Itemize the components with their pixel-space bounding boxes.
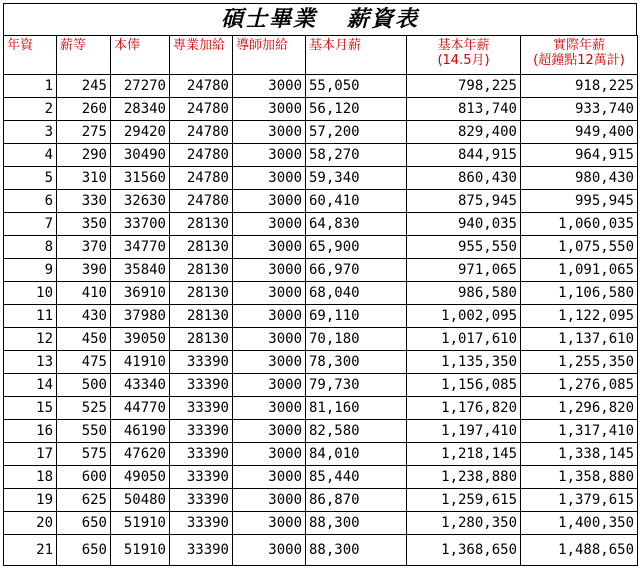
cell-annual-salary: 1,238,880 xyxy=(407,466,521,489)
header-monthly-salary: 基本月薪 xyxy=(306,36,407,75)
cell-mentor-allowance: 3000 xyxy=(233,75,306,98)
cell-mentor-allowance: 3000 xyxy=(233,466,306,489)
cell-mentor-allowance: 3000 xyxy=(233,213,306,236)
cell-base-pay: 51910 xyxy=(111,512,170,535)
cell-mentor-allowance: 3000 xyxy=(233,351,306,374)
cell-annual-salary: 1,197,410 xyxy=(407,420,521,443)
cell-actual-salary: 1,379,615 xyxy=(521,489,638,512)
cell-year: 9 xyxy=(4,259,57,282)
cell-grade: 525 xyxy=(57,397,111,420)
cell-monthly-salary: 88,300 xyxy=(306,535,407,566)
cell-actual-salary: 1,276,085 xyxy=(521,374,638,397)
table-row xyxy=(4,535,638,566)
cell-monthly-salary: 57,200 xyxy=(306,121,407,144)
cell-year: 7 xyxy=(4,213,57,236)
cell-actual-salary: 1,091,065 xyxy=(521,259,638,282)
cell-monthly-salary: 78,300 xyxy=(306,351,407,374)
cell-annual-salary: 1,002,095 xyxy=(407,305,521,328)
cell-professional-allowance: 24780 xyxy=(170,98,233,121)
cell-actual-salary: 918,225 xyxy=(521,75,638,98)
cell-base-pay: 41910 xyxy=(111,351,170,374)
cell-professional-allowance: 33390 xyxy=(170,535,233,566)
cell-monthly-salary: 56,120 xyxy=(306,98,407,121)
cell-actual-salary: 1,358,880 xyxy=(521,466,638,489)
header-actual-label: 實際年薪 xyxy=(552,38,605,53)
cell-mentor-allowance: 3000 xyxy=(233,420,306,443)
cell-annual-salary: 1,176,820 xyxy=(407,397,521,420)
table-row xyxy=(4,75,638,98)
cell-monthly-salary: 81,160 xyxy=(306,397,407,420)
cell-grade: 410 xyxy=(57,282,111,305)
cell-year: 12 xyxy=(4,328,57,351)
cell-professional-allowance: 33390 xyxy=(170,374,233,397)
cell-monthly-salary: 68,040 xyxy=(306,282,407,305)
cell-professional-allowance: 24780 xyxy=(170,121,233,144)
cell-year: 3 xyxy=(4,121,57,144)
table-row xyxy=(4,466,638,489)
table-row xyxy=(4,190,638,213)
cell-monthly-salary: 66,970 xyxy=(306,259,407,282)
cell-base-pay: 34770 xyxy=(111,236,170,259)
cell-actual-salary: 1,400,350 xyxy=(521,512,638,535)
cell-year: 6 xyxy=(4,190,57,213)
cell-professional-allowance: 24780 xyxy=(170,75,233,98)
cell-base-pay: 49050 xyxy=(111,466,170,489)
table-row xyxy=(4,397,638,420)
table-row xyxy=(4,213,638,236)
cell-professional-allowance: 33390 xyxy=(170,443,233,466)
cell-base-pay: 31560 xyxy=(111,167,170,190)
cell-year: 13 xyxy=(4,351,57,374)
header-professional-allowance: 專業加給 xyxy=(170,36,233,75)
cell-base-pay: 37980 xyxy=(111,305,170,328)
table-row xyxy=(4,443,638,466)
cell-grade: 600 xyxy=(57,466,111,489)
cell-grade: 290 xyxy=(57,144,111,167)
table-row xyxy=(4,121,638,144)
title-part-2: 薪資表 xyxy=(347,6,420,32)
cell-actual-salary: 1,488,650 xyxy=(521,535,638,566)
cell-grade: 260 xyxy=(57,98,111,121)
table-row xyxy=(4,374,638,397)
cell-mentor-allowance: 3000 xyxy=(233,190,306,213)
cell-annual-salary: 1,218,145 xyxy=(407,443,521,466)
cell-year: 18 xyxy=(4,466,57,489)
cell-year: 21 xyxy=(4,535,57,566)
cell-mentor-allowance: 3000 xyxy=(233,259,306,282)
sheet-title xyxy=(3,3,637,35)
cell-professional-allowance: 24780 xyxy=(170,190,233,213)
cell-monthly-salary: 88,300 xyxy=(306,512,407,535)
table-row xyxy=(4,282,638,305)
cell-annual-salary: 940,035 xyxy=(407,213,521,236)
cell-mentor-allowance: 3000 xyxy=(233,512,306,535)
cell-annual-salary: 1,135,350 xyxy=(407,351,521,374)
cell-mentor-allowance: 3000 xyxy=(233,489,306,512)
cell-year: 19 xyxy=(4,489,57,512)
cell-year: 5 xyxy=(4,167,57,190)
cell-year: 16 xyxy=(4,420,57,443)
cell-year: 4 xyxy=(4,144,57,167)
cell-base-pay: 36910 xyxy=(111,282,170,305)
cell-annual-salary: 1,017,610 xyxy=(407,328,521,351)
cell-base-pay: 30490 xyxy=(111,144,170,167)
cell-grade: 625 xyxy=(57,489,111,512)
table-row xyxy=(4,351,638,374)
cell-actual-salary: 1,106,580 xyxy=(521,282,638,305)
cell-annual-salary: 1,156,085 xyxy=(407,374,521,397)
cell-professional-allowance: 28130 xyxy=(170,259,233,282)
cell-grade: 310 xyxy=(57,167,111,190)
cell-grade: 575 xyxy=(57,443,111,466)
cell-base-pay: 33700 xyxy=(111,213,170,236)
table-row xyxy=(4,236,638,259)
salary-table xyxy=(3,35,638,566)
cell-professional-allowance: 28130 xyxy=(170,305,233,328)
cell-base-pay: 28340 xyxy=(111,98,170,121)
cell-year: 2 xyxy=(4,98,57,121)
header-actual-sub: (超鐘點12萬計) xyxy=(533,53,625,68)
cell-professional-allowance: 33390 xyxy=(170,489,233,512)
cell-base-pay: 29420 xyxy=(111,121,170,144)
cell-annual-salary: 798,225 xyxy=(407,75,521,98)
cell-mentor-allowance: 3000 xyxy=(233,328,306,351)
cell-actual-salary: 1,122,095 xyxy=(521,305,638,328)
cell-monthly-salary: 55,050 xyxy=(306,75,407,98)
cell-actual-salary: 1,060,035 xyxy=(521,213,638,236)
cell-actual-salary: 1,075,550 xyxy=(521,236,638,259)
cell-year: 17 xyxy=(4,443,57,466)
header-mentor-allowance: 導師加給 xyxy=(233,36,306,75)
cell-monthly-salary: 84,010 xyxy=(306,443,407,466)
cell-actual-salary: 964,915 xyxy=(521,144,638,167)
cell-mentor-allowance: 3000 xyxy=(233,144,306,167)
cell-grade: 370 xyxy=(57,236,111,259)
table-row xyxy=(4,144,638,167)
cell-year: 11 xyxy=(4,305,57,328)
cell-annual-salary: 1,368,650 xyxy=(407,535,521,566)
cell-year: 15 xyxy=(4,397,57,420)
cell-actual-salary: 1,338,145 xyxy=(521,443,638,466)
cell-actual-salary: 1,255,350 xyxy=(521,351,638,374)
cell-actual-salary: 995,945 xyxy=(521,190,638,213)
table-row xyxy=(4,167,638,190)
cell-year: 20 xyxy=(4,512,57,535)
header-base-pay: 本俸 xyxy=(111,36,170,75)
cell-monthly-salary: 85,440 xyxy=(306,466,407,489)
header-year: 年資 xyxy=(4,36,57,75)
cell-grade: 450 xyxy=(57,328,111,351)
cell-professional-allowance: 33390 xyxy=(170,351,233,374)
cell-annual-salary: 986,580 xyxy=(407,282,521,305)
cell-grade: 350 xyxy=(57,213,111,236)
cell-mentor-allowance: 3000 xyxy=(233,397,306,420)
cell-grade: 390 xyxy=(57,259,111,282)
cell-annual-salary: 971,065 xyxy=(407,259,521,282)
cell-year: 1 xyxy=(4,75,57,98)
cell-monthly-salary: 86,870 xyxy=(306,489,407,512)
cell-mentor-allowance: 3000 xyxy=(233,443,306,466)
cell-professional-allowance: 28130 xyxy=(170,328,233,351)
cell-grade: 330 xyxy=(57,190,111,213)
header-actual-salary xyxy=(521,36,638,75)
table-row xyxy=(4,328,638,351)
header-annual-salary xyxy=(407,36,521,75)
title-part-1: 碩士畢業 xyxy=(220,6,317,32)
cell-professional-allowance: 28130 xyxy=(170,282,233,305)
cell-grade: 475 xyxy=(57,351,111,374)
cell-base-pay: 44770 xyxy=(111,397,170,420)
table-row xyxy=(4,489,638,512)
cell-grade: 650 xyxy=(57,535,111,566)
cell-grade: 500 xyxy=(57,374,111,397)
cell-base-pay: 47620 xyxy=(111,443,170,466)
cell-annual-salary: 955,550 xyxy=(407,236,521,259)
cell-year: 8 xyxy=(4,236,57,259)
cell-professional-allowance: 28130 xyxy=(170,236,233,259)
cell-grade: 245 xyxy=(57,75,111,98)
cell-mentor-allowance: 3000 xyxy=(233,535,306,566)
cell-grade: 430 xyxy=(57,305,111,328)
table-row xyxy=(4,305,638,328)
table-row xyxy=(4,512,638,535)
cell-annual-salary: 1,280,350 xyxy=(407,512,521,535)
cell-base-pay: 32630 xyxy=(111,190,170,213)
cell-base-pay: 27270 xyxy=(111,75,170,98)
cell-monthly-salary: 65,900 xyxy=(306,236,407,259)
cell-actual-salary: 933,740 xyxy=(521,98,638,121)
cell-monthly-salary: 70,180 xyxy=(306,328,407,351)
table-row xyxy=(4,259,638,282)
cell-annual-salary: 1,259,615 xyxy=(407,489,521,512)
cell-grade: 550 xyxy=(57,420,111,443)
cell-mentor-allowance: 3000 xyxy=(233,167,306,190)
cell-monthly-salary: 59,340 xyxy=(306,167,407,190)
table-row xyxy=(4,420,638,443)
cell-year: 14 xyxy=(4,374,57,397)
cell-actual-salary: 949,400 xyxy=(521,121,638,144)
header-grade: 薪等 xyxy=(57,36,111,75)
cell-professional-allowance: 33390 xyxy=(170,397,233,420)
cell-actual-salary: 1,137,610 xyxy=(521,328,638,351)
cell-monthly-salary: 69,110 xyxy=(306,305,407,328)
cell-actual-salary: 1,296,820 xyxy=(521,397,638,420)
cell-monthly-salary: 58,270 xyxy=(306,144,407,167)
cell-mentor-allowance: 3000 xyxy=(233,236,306,259)
cell-professional-allowance: 33390 xyxy=(170,420,233,443)
cell-monthly-salary: 60,410 xyxy=(306,190,407,213)
cell-mentor-allowance: 3000 xyxy=(233,374,306,397)
cell-base-pay: 46190 xyxy=(111,420,170,443)
cell-monthly-salary: 64,830 xyxy=(306,213,407,236)
cell-mentor-allowance: 3000 xyxy=(233,121,306,144)
header-row xyxy=(4,36,638,75)
cell-professional-allowance: 24780 xyxy=(170,167,233,190)
cell-base-pay: 39050 xyxy=(111,328,170,351)
cell-mentor-allowance: 3000 xyxy=(233,98,306,121)
table-row xyxy=(4,98,638,121)
cell-mentor-allowance: 3000 xyxy=(233,282,306,305)
cell-base-pay: 43340 xyxy=(111,374,170,397)
cell-mentor-allowance: 3000 xyxy=(233,305,306,328)
header-annual-label: 基本年薪 xyxy=(437,38,490,53)
cell-annual-salary: 844,915 xyxy=(407,144,521,167)
cell-professional-allowance: 33390 xyxy=(170,512,233,535)
header-annual-sub: (14.5月) xyxy=(437,53,490,68)
cell-year: 10 xyxy=(4,282,57,305)
cell-annual-salary: 875,945 xyxy=(407,190,521,213)
cell-grade: 275 xyxy=(57,121,111,144)
cell-annual-salary: 860,430 xyxy=(407,167,521,190)
cell-professional-allowance: 33390 xyxy=(170,466,233,489)
cell-professional-allowance: 24780 xyxy=(170,144,233,167)
salary-sheet xyxy=(3,3,637,566)
cell-annual-salary: 829,400 xyxy=(407,121,521,144)
cell-grade: 650 xyxy=(57,512,111,535)
cell-monthly-salary: 82,580 xyxy=(306,420,407,443)
cell-base-pay: 51910 xyxy=(111,535,170,566)
table-body xyxy=(4,75,638,566)
cell-annual-salary: 813,740 xyxy=(407,98,521,121)
cell-professional-allowance: 28130 xyxy=(170,213,233,236)
cell-base-pay: 50480 xyxy=(111,489,170,512)
cell-base-pay: 35840 xyxy=(111,259,170,282)
cell-actual-salary: 1,317,410 xyxy=(521,420,638,443)
cell-actual-salary: 980,430 xyxy=(521,167,638,190)
cell-monthly-salary: 79,730 xyxy=(306,374,407,397)
